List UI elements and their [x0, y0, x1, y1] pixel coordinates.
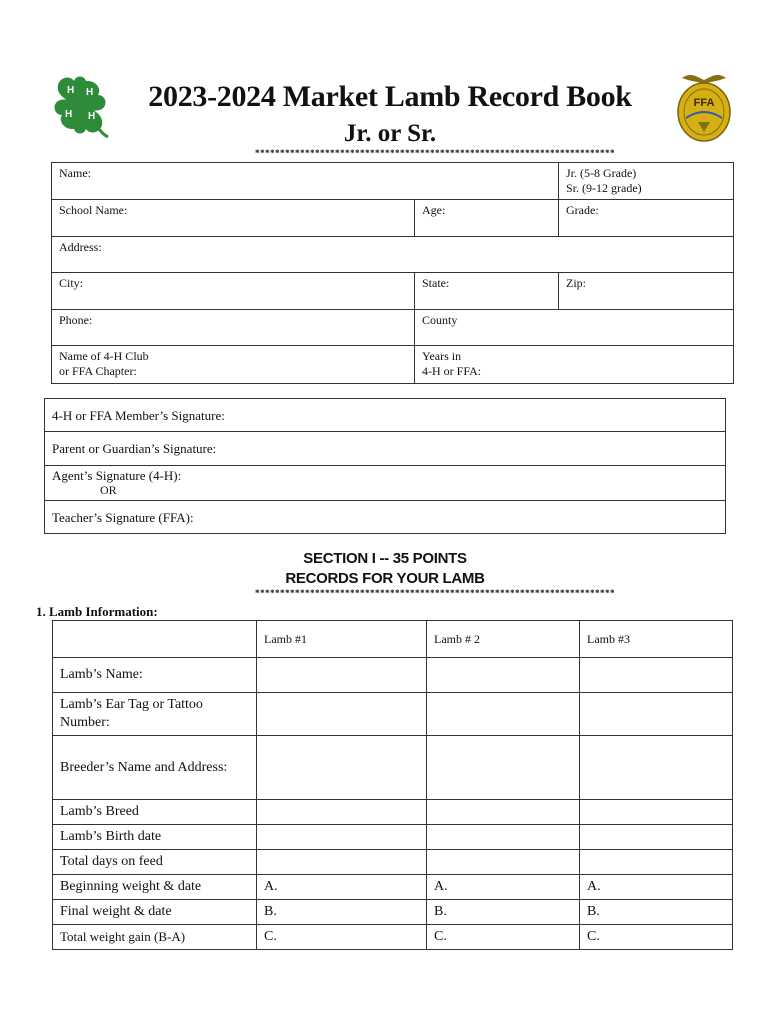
table-cell[interactable]: B. — [580, 900, 733, 925]
table-row — [53, 900, 733, 925]
table-cell[interactable] — [257, 658, 427, 693]
agent-signature-field[interactable] — [45, 466, 726, 501]
table-cell[interactable] — [257, 800, 427, 825]
phone-row — [52, 310, 734, 346]
parent-signature-field[interactable] — [45, 432, 726, 466]
table-cell[interactable] — [427, 693, 580, 736]
agent-signature-row — [45, 466, 726, 501]
table-cell[interactable]: B. — [427, 900, 580, 925]
table-row — [53, 658, 733, 693]
student-info-table — [51, 162, 734, 384]
years-field[interactable] — [415, 346, 734, 384]
table-cell[interactable] — [257, 736, 427, 800]
svg-text:H: H — [67, 85, 75, 96]
svg-text:FFA: FFA — [693, 97, 715, 109]
page-subtitle: Jr. or Sr. — [343, 120, 437, 147]
row-label: Breeder’s Name and Address: — [53, 736, 257, 800]
school-field[interactable] — [52, 200, 415, 237]
row-label: Lamb’s Breed — [53, 800, 257, 825]
city-row — [52, 273, 734, 310]
phone-label: Phone: — [59, 313, 93, 327]
county-label: County — [422, 313, 458, 327]
city-label: City: — [59, 276, 84, 290]
club-label-line1: Name of 4-H Club — [59, 349, 149, 363]
table-cell[interactable]: C. — [257, 925, 427, 950]
table-cell[interactable] — [580, 736, 733, 800]
svg-text:H: H — [65, 109, 73, 120]
grade-field[interactable] — [559, 200, 734, 237]
agent-signature-label: Agent’s Signature (4-H): — [52, 468, 182, 483]
name-field[interactable] — [52, 163, 559, 200]
state-field[interactable] — [415, 273, 559, 310]
section-subtitle: RECORDS FOR YOUR LAMB — [285, 570, 485, 587]
state-label: State: — [422, 276, 450, 290]
school-label: School Name: — [59, 203, 128, 217]
table-row — [53, 736, 733, 800]
member-signature-row — [45, 399, 726, 432]
table-cell[interactable]: A. — [427, 875, 580, 900]
city-field[interactable] — [52, 273, 415, 310]
table-cell[interactable]: A. — [580, 875, 733, 900]
zip-field[interactable] — [559, 273, 734, 310]
header-blank-cell — [53, 621, 257, 658]
teacher-signature-label: Teacher’s Signature (FFA): — [52, 509, 194, 525]
row-label-line2: Number: — [60, 715, 110, 730]
row-label: Beginning weight & date — [53, 875, 257, 900]
4h-clover-logo — [48, 73, 112, 139]
column-header-lamb-2: Lamb # 2 — [427, 621, 580, 658]
table-cell[interactable] — [580, 800, 733, 825]
table-row — [53, 800, 733, 825]
zip-label: Zip: — [566, 276, 586, 290]
svg-text:H: H — [88, 111, 96, 122]
row-label: Total days on feed — [53, 850, 257, 875]
table-row — [53, 875, 733, 900]
signature-table — [44, 398, 726, 534]
age-field[interactable] — [415, 200, 559, 237]
ffa-emblem — [676, 70, 732, 142]
table-row — [53, 825, 733, 850]
jr-grade-label: Jr. (5-8 Grade) — [566, 166, 637, 180]
teacher-signature-row — [45, 501, 726, 534]
table-row — [53, 925, 733, 950]
phone-field[interactable] — [52, 310, 415, 346]
table-cell[interactable] — [257, 693, 427, 736]
table-cell[interactable] — [427, 658, 580, 693]
table-cell[interactable] — [580, 850, 733, 875]
table-cell[interactable] — [580, 693, 733, 736]
teacher-signature-field[interactable] — [45, 501, 726, 534]
table-cell[interactable] — [427, 800, 580, 825]
age-label: Age: — [422, 203, 446, 217]
table-cell[interactable] — [257, 850, 427, 875]
member-signature-label: 4-H or FFA Member’s Signature: — [52, 407, 225, 423]
row-label: Lamb’s Birth date — [53, 825, 257, 850]
row-label: Total weight gain (B-A) — [53, 925, 257, 950]
club-row — [52, 346, 734, 384]
column-header-lamb-1: Lamb #1 — [257, 621, 427, 658]
grade-label: Grade: — [566, 203, 599, 217]
column-header-lamb-3: Lamb #3 — [580, 621, 733, 658]
address-row — [52, 237, 734, 273]
lamb-information-table — [52, 620, 733, 950]
table-cell[interactable] — [580, 825, 733, 850]
table-cell[interactable]: C. — [580, 925, 733, 950]
table-cell[interactable] — [427, 850, 580, 875]
row-label: Final weight & date — [53, 900, 257, 925]
table-cell[interactable]: A. — [257, 875, 427, 900]
member-signature-field[interactable] — [45, 399, 726, 432]
row-label — [53, 693, 257, 736]
address-field[interactable] — [52, 237, 734, 273]
table-cell[interactable]: B. — [257, 900, 427, 925]
county-field[interactable] — [415, 310, 734, 346]
sr-grade-label: Sr. (9-12 grade) — [566, 181, 642, 195]
years-label-line2: 4-H or FFA: — [422, 364, 482, 378]
parent-signature-label: Parent or Guardian’s Signature: — [52, 441, 217, 456]
address-label: Address: — [59, 240, 102, 254]
club-field[interactable] — [52, 346, 415, 384]
table-cell[interactable] — [257, 825, 427, 850]
table-cell[interactable]: C. — [427, 925, 580, 950]
row-label: Lamb’s Name: — [53, 658, 257, 693]
star-divider: ************************************************************************ — [255, 148, 615, 158]
or-label: OR — [100, 483, 117, 497]
name-label: Name: — [59, 166, 91, 180]
svg-text:H: H — [86, 87, 94, 98]
lamb-table-header — [53, 621, 733, 658]
years-label-line1: Years in — [422, 349, 462, 363]
table-row — [53, 850, 733, 875]
division-field[interactable] — [559, 163, 734, 200]
table-row — [53, 693, 733, 736]
name-row — [52, 163, 734, 200]
row-label-line1: Lamb’s Ear Tag or Tattoo — [60, 697, 203, 712]
school-row — [52, 200, 734, 237]
parent-signature-row — [45, 432, 726, 466]
section-title: SECTION I -- 35 POINTS — [303, 550, 467, 567]
table-cell[interactable] — [427, 825, 580, 850]
table-cell[interactable] — [427, 736, 580, 800]
club-label-line2: or FFA Chapter: — [59, 364, 137, 378]
star-divider: ************************************************************************ — [255, 588, 615, 598]
table-cell[interactable] — [580, 658, 733, 693]
page-title: 2023-2024 Market Lamb Record Book — [148, 80, 632, 113]
lamb-information-heading: 1. Lamb Information: — [36, 604, 158, 619]
